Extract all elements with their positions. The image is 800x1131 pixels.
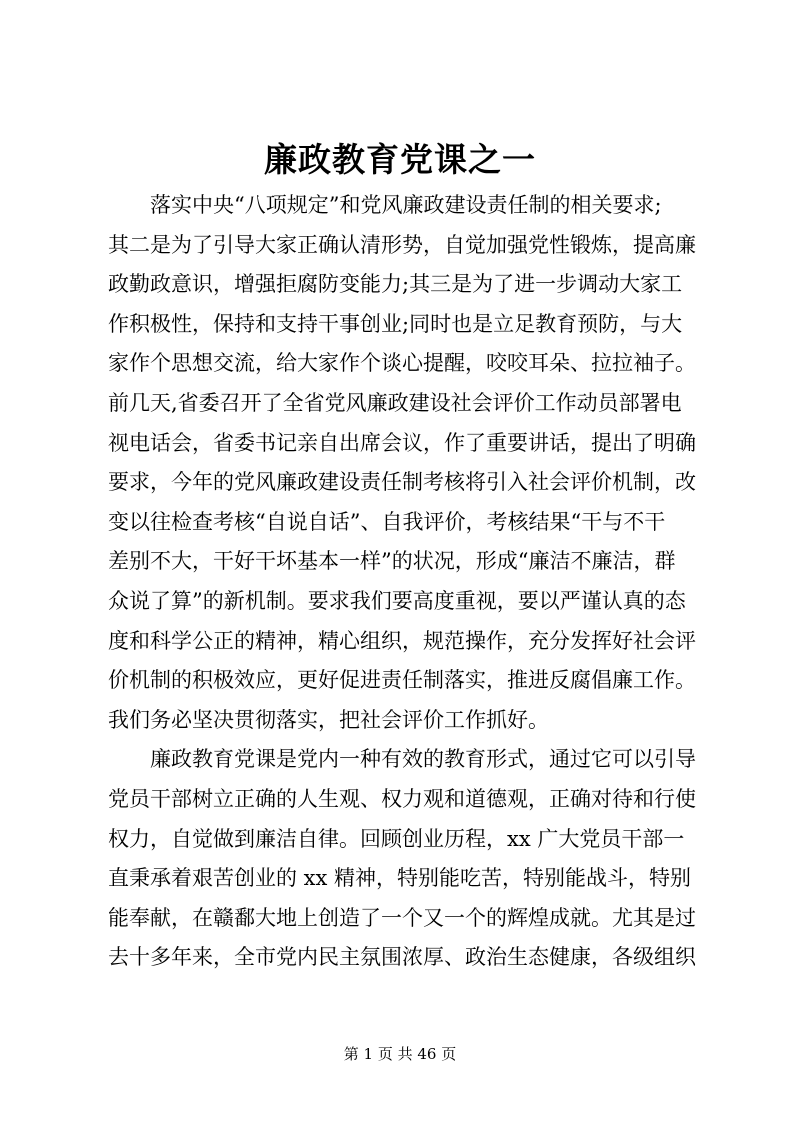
text-line: 前几天,省委召开了全省党风廉政建设社会评价工作动员部署电 [108,390,682,415]
text-line: 要求，今年的党风廉政建设责任制考核将引入社会评价机制，改 [108,470,696,495]
text-line: 能奉献，在赣鄱大地上创造了一个又一个的辉煌成就。尤其是过 [108,905,696,930]
text-line: 度和科学公正的精神，精心组织，规范操作，充分发挥好社会评 [108,628,696,653]
document-title: 廉政教育党课之一 [264,140,536,179]
text-line: 权力，自觉做到廉洁自律。回顾创业历程，xx 广大党员干部一 [108,826,685,851]
text-line: 廉政教育党课是党内一种有效的教育形式，通过它可以引导 [150,747,696,772]
text-line: 去十多年来，全市党内民主氛围浓厚、政治生态健康，各级组织 [108,945,696,970]
text-line: 视电话会，省委书记亲自出席会议，作了重要讲话，提出了明确 [108,430,696,455]
text-line: 直秉承着艰苦创业的 xx 精神，特别能吃苦，特别能战斗，特别 [108,866,692,891]
text-line: 变以往检查考核“自说自话”、自我评价，考核结果“干与不干 [108,509,666,534]
text-line: 作积极性，保持和支持干事创业;同时也是立足教育预防，与大 [108,311,683,336]
text-line: 落实中央“八项规定”和党风廉政建设责任制的相关要求; [150,193,662,217]
text-line: 政勤政意识，增强拒腐防变能力;其三是为了进一步调动大家工 [108,272,683,297]
text-line: 党员干部树立正确的人生观、权力观和道德观，正确对待和行使 [108,786,696,811]
text-line: 众说了算”的新机制。要求我们要高度重视，要以严谨认真的态 [108,588,686,613]
text-line: 价机制的积极效应，更好促进责任制落实，推进反腐倡廉工作。 [108,668,696,693]
text-line: 家作个思想交流，给大家作个谈心提醒，咬咬耳朵、拉拉袖子。 [108,351,696,376]
text-line: 我们务必坚决贯彻落实，把社会评价工作抓好。 [108,707,549,732]
page-footer: 第 1 页 共 46 页 [343,1045,457,1063]
text-line: 其二是为了引导大家正确认清形势，自觉加强党性锻炼，提高廉 [108,232,696,257]
text-line: 差别不大，干好干坏基本一样”的状况，形成“廉洁不廉洁，群 [108,549,676,574]
document-body [108,186,708,978]
